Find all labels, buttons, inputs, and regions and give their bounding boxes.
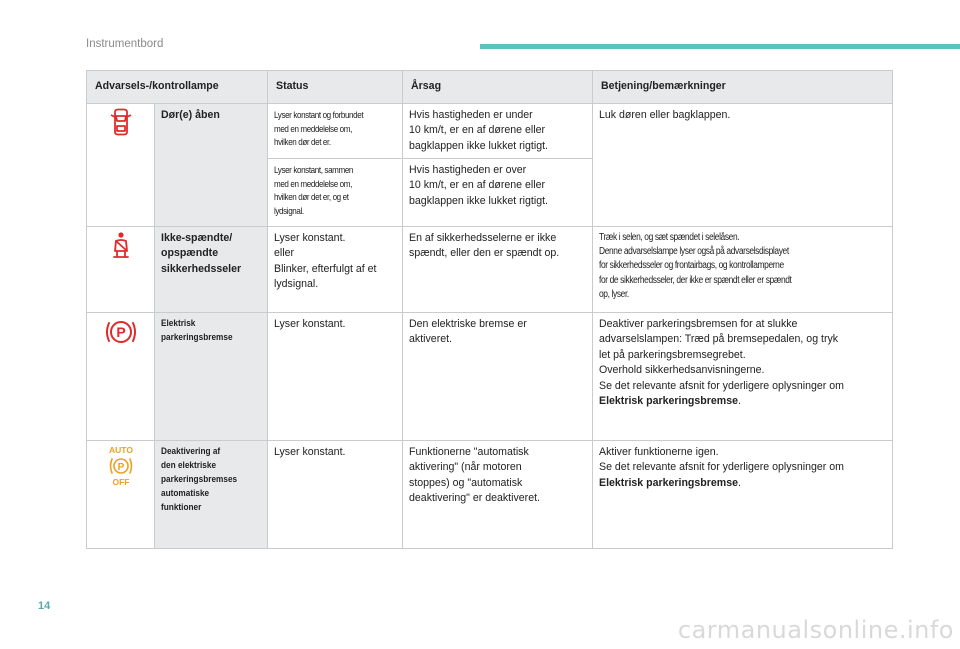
status-cell: [268, 159, 403, 227]
lamp-name-cell: [155, 313, 268, 441]
section-accent-bar: [480, 44, 960, 49]
section-title: Instrumentbord: [86, 38, 164, 50]
cause-cell: Hvis hastigheden er over 10 km/t, er en af dørene eller bagklappen ikke lukket rigtigt.: [403, 159, 593, 227]
parking-brake-letter: P: [115, 324, 126, 341]
column-header-action: Betjening/bemærkninger: [593, 71, 893, 104]
status-text: Lyser konstant, sammen med en meddelelse om, hvilken dør det er, og et lydsignal.: [274, 164, 354, 216]
action-reference: Elektrisk parkeringsbremse: [599, 476, 738, 489]
table-row: [87, 441, 893, 549]
icon-text-p: P: [117, 462, 124, 474]
action-text: Træk i selen, og sæt spændet i selelåsen. Denne advarselslampe lyser også på advarselsdisplayet for sikkerhedsseler og frontairbags, og kontrollamperne for de sikkerhedsseler, der ikke er spændt eller er spændt op, lyser.: [599, 232, 792, 300]
lamp-name: Dør(e) åben: [155, 104, 268, 227]
status-text: Lyser konstant og forbundet med en meddelelse om, hvilken dør det er.: [274, 109, 364, 148]
action-cell: Luk døren eller bagklappen.: [593, 104, 893, 227]
lamp-name: Deaktivering af den elektriske parkeringsbremses automatiske funktioner: [161, 446, 238, 513]
icon-cell: [87, 227, 155, 313]
table-header-row: [87, 71, 893, 104]
action-cell: [593, 441, 893, 549]
column-header-status: Status: [268, 71, 403, 104]
icon-cell: [87, 441, 155, 549]
table-row: [87, 104, 893, 159]
icon-cell: [87, 104, 155, 227]
action-text: Aktiver funktionerne igen. Se det relevante afsnit for yderligere oplysninger om: [599, 446, 844, 474]
cause-cell: En af sikkerhedsselerne er ikke spændt, eller den er spændt op.: [403, 227, 593, 313]
action-cell: [593, 313, 893, 441]
warning-lamps-table: [86, 70, 893, 549]
cause-cell: Hvis hastigheden er under 10 km/t, er en af dørene eller bagklappen ikke lukket rigtigt.: [403, 104, 593, 159]
table-row: [87, 313, 893, 441]
icon-cell: [87, 313, 155, 441]
icon-text-off: OFF: [112, 477, 129, 488]
action-reference: Elektrisk parkeringsbremse: [599, 394, 738, 407]
action-text: Deaktiver parkeringsbremsen for at slukke advarselslampen: Træd på bremsepedalen, og tryk let på parkeringsbremsegrebet. Overhold sikkerhedsanvisningerne. Se det relevante afsnit for yderligere oplysninger om: [599, 318, 844, 392]
lamp-name: Ikke-spændte/ opspændte sikkerhedsseler: [155, 227, 268, 313]
table-row: [87, 227, 893, 313]
status-cell: Lyser konstant.: [268, 313, 403, 441]
cause-cell: Den elektriske bremse er aktiveret.: [403, 313, 593, 441]
lamp-name-cell: [155, 441, 268, 549]
lamp-name: Elektrisk parkeringsbremse: [161, 318, 233, 343]
watermark: carmanualsonline.info: [677, 616, 954, 644]
column-header-lamp: Advarsels-/kontrollampe: [87, 71, 268, 104]
action-end: .: [738, 476, 741, 489]
seatbelt-icon: [110, 250, 132, 262]
column-header-cause: Årsag: [403, 71, 593, 104]
cause-cell: Funktionerne "automatisk aktivering" (når motoren stoppes) og "automatisk deaktivering" er deaktiveret.: [403, 441, 593, 549]
status-cell: Lyser konstant. eller Blinker, efterfulgt af et lydsignal.: [268, 227, 403, 313]
action-end: .: [738, 394, 741, 407]
page-number: 14: [38, 600, 51, 612]
auto-parking-brake-off-icon: [103, 445, 139, 492]
parking-brake-icon: [104, 324, 138, 350]
icon-text-auto: AUTO: [108, 445, 133, 456]
action-cell: [593, 227, 893, 313]
door-open-icon: [110, 127, 132, 139]
status-cell: [268, 104, 403, 159]
status-cell: Lyser konstant.: [268, 441, 403, 549]
